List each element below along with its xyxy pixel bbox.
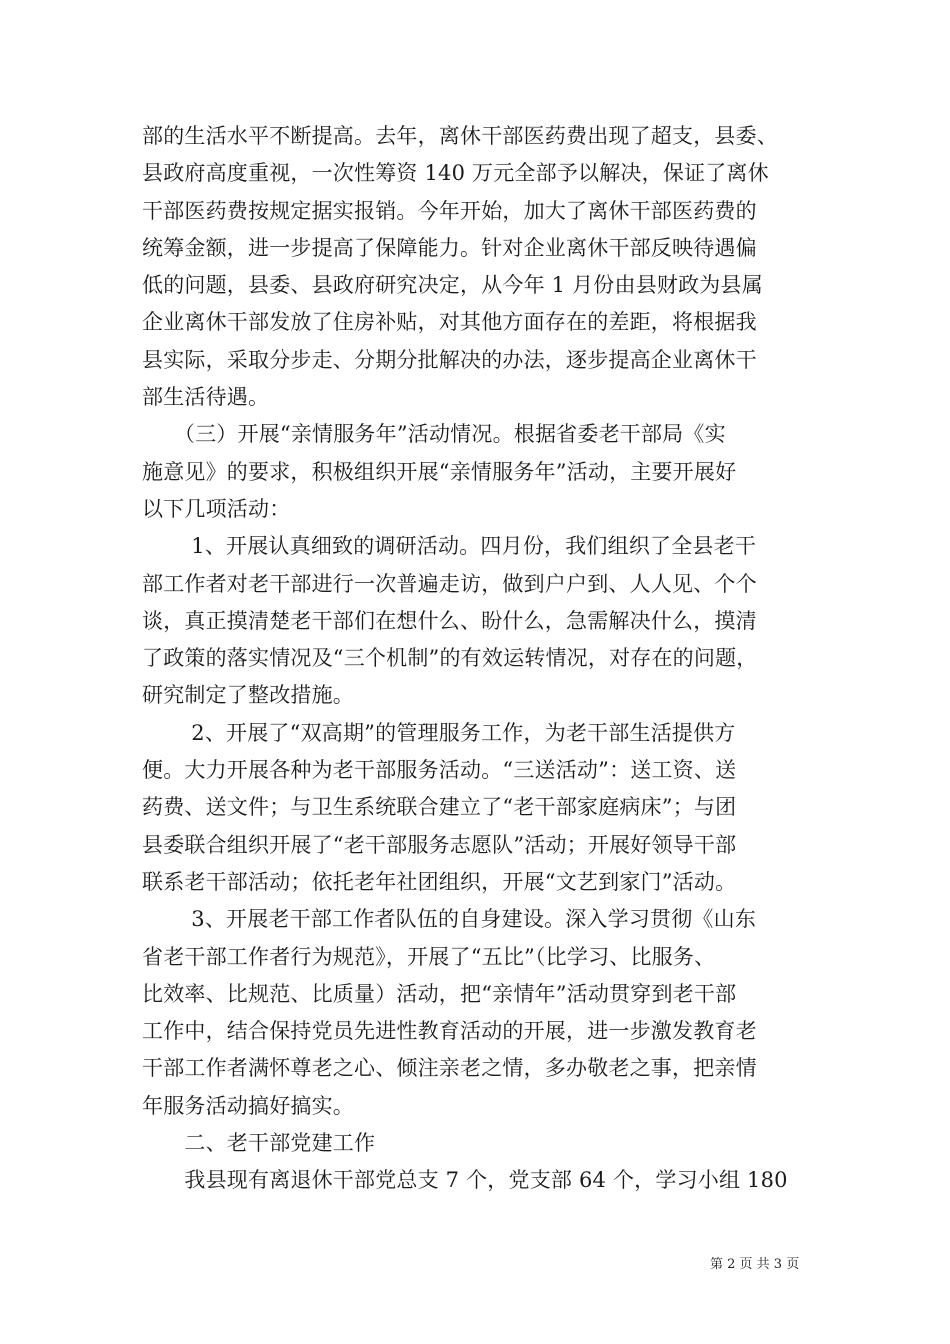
page-number-footer: 第 2 页 共 3 页 (710, 1257, 800, 1272)
text-line: 县政府高度重视，一次性筹资 140 万元全部予以解决，保证了离休 (142, 161, 769, 186)
text-line: 干部工作者满怀尊老之心、倾注亲老之情，多办敬老之事，把亲情 (142, 1056, 757, 1081)
text-line: 省老干部工作者行为规范》，开展了“五比”（比学习、比服务、 (142, 944, 716, 969)
text-line: 谈，真正摸清楚老干部们在想什么、盼什么，急需解决什么，摸清 (142, 608, 757, 633)
text-line: 部工作者对老干部进行一次普遍走访，做到户户到、人人见、个个 (142, 571, 757, 596)
text-line: 县委联合组织开展了“老干部服务志愿队”活动；开展好领导干部 (142, 832, 737, 857)
text-line: 工作中，结合保持党员先进性教育活动的开展，进一步激发教育老 (142, 1019, 757, 1044)
text-line: 我县现有离退休干部党总支 7 个，党支部 64 个，学习小组 180 (142, 1168, 788, 1193)
text-line: 企业离休干部发放了住房补贴，对其他方面存在的差距，将根据我 (142, 310, 757, 335)
text-line: 3、开展老干部工作者队伍的自身建设。深入学习贯彻《山东 (142, 907, 757, 932)
text-line: 施意见》的要求，积极组织开展“亲情服务年”活动，主要开展好 (142, 459, 737, 484)
body-text (142, 118, 812, 1200)
text-line: 比效率、比规范、比质量）活动，把“亲情年”活动贯穿到老干部 (142, 981, 737, 1006)
text-line: 研究制定了整改措施。 (142, 683, 354, 708)
text-line: 联系老干部活动；依托老年社团组织，开展“文艺到家门”活动。 (142, 869, 737, 894)
text-line: 2、开展了“双高期”的管理服务工作，为老干部生活提供方 (142, 720, 736, 745)
text-line: 1、开展认真细致的调研活动。四月份，我们组织了全县老干 (142, 534, 757, 559)
text-line: 县实际，采取分步走、分期分批解决的办法，逐步提高企业离休干 (142, 347, 757, 372)
text-line: 了政策的落实情况及“三个机制”的有效运转情况，对存在的问题， (142, 646, 758, 671)
text-line: 低的问题，县委、县政府研究决定，从今年 1 月份由县财政为县属 (142, 273, 763, 298)
text-line: 便。大力开展各种为老干部服务活动。“三送活动”：送工资、送 (142, 758, 737, 783)
text-line: 年服务活动搞好搞实。 (142, 1093, 354, 1118)
text-line: 以下几项活动： (142, 496, 291, 521)
text-line: 部的生活水平不断提高。去年，离休干部医药费出现了超支，县委、 (142, 124, 778, 148)
text-line: （三）开展“亲情服务年”活动情况。根据省委老干部局《实 (142, 422, 726, 447)
section-heading: 二、老干部党建工作 (142, 1131, 376, 1156)
text-line: 干部医药费按规定据实报销。今年开始，加大了离休干部医药费的 (142, 198, 757, 223)
text-line: 药费、送文件；与卫生系统联合建立了“老干部家庭病床”；与团 (142, 795, 737, 820)
text-line: 部生活待遇。 (142, 385, 270, 410)
text-line: 统筹金额，进一步提高了保障能力。针对企业离休干部反映待遇偏 (142, 235, 757, 260)
